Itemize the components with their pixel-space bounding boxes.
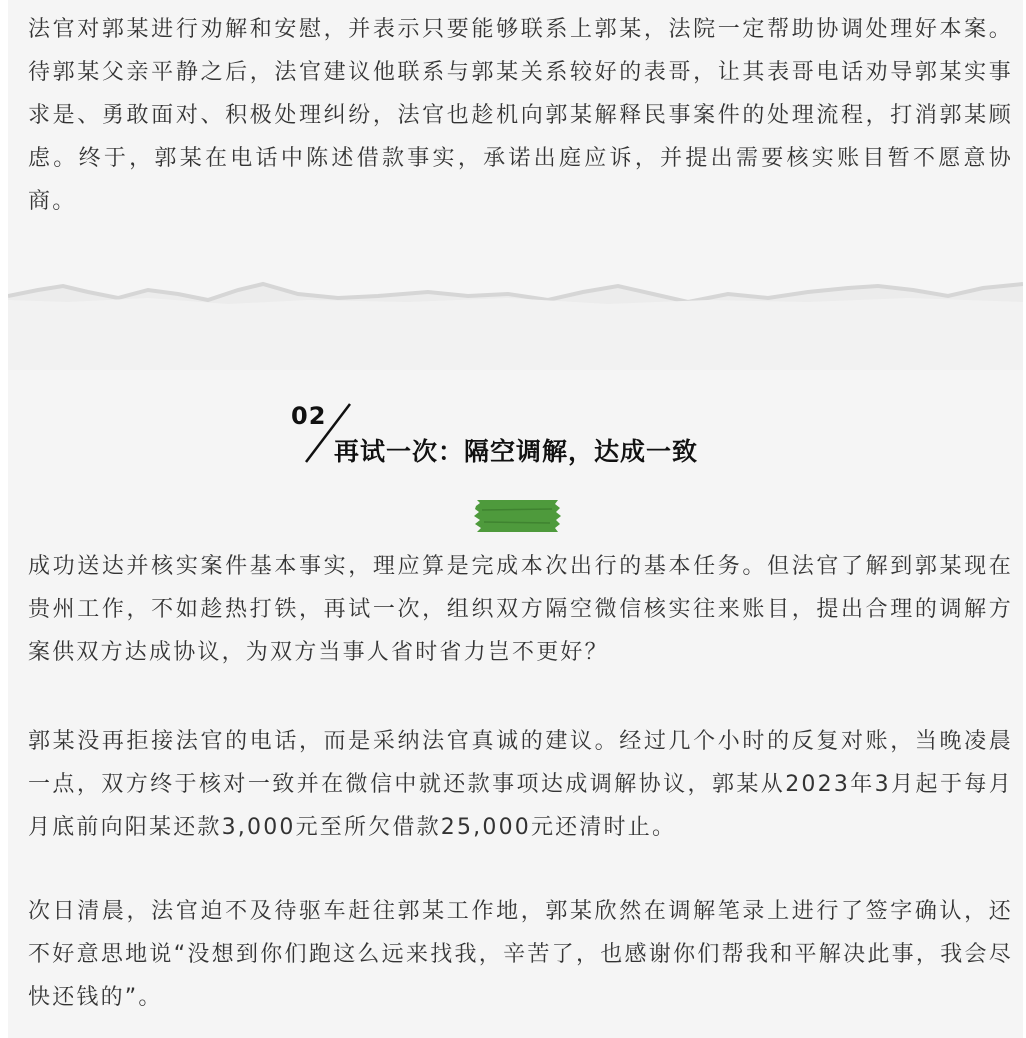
section-heading	[286, 400, 746, 470]
paragraph-signing-confirmation: 次日清晨，法官迫不及待驱车赶往郭某工作地，郭某欣然在调解笔录上进行了签字确认，还不好意思地说“没想到你们跑这么远来找我，辛苦了，也感谢你们帮我和平解决此事，我会尽快还钱的”。	[28, 899, 1013, 1010]
mountain-lower-band	[8, 298, 1023, 370]
paragraph-try-again: 成功送达并核实案件基本事实，理应算是完成本次出行的基本任务。但法官了解到郭某现在贵州工作，不如趁热打铁，再试一次，组织双方隔空微信核实往来账目，提出合理的调解方案供双方达成协议，为双方当事人省时省力岂不更好？	[28, 554, 1013, 665]
paragraph-wechat-reconciliation: 郭某没再拒接法官的电话，而是采纳法官真诚的建议。经过几个小时的反复对账，当晚凌晨一点，双方终于核对一致并在微信中就还款事项达成调解协议，郭某从2023年3月起于每月月底前向阳某还款3,000元至所欠借款25,000元还清时止。	[28, 729, 1013, 840]
paragraph-mediation-intro: 法官对郭某进行劝解和安慰，并表示只要能够联系上郭某，法院一定帮助协调处理好本案。待郭某父亲平静之后，法官建议他联系与郭某关系较好的表哥，让其表哥电话劝导郭某实事求是、勇敢面对、积极处理纠纷，法官也趁机向郭某解释民事案件的处理流程，打消郭某顾虑。终于，郭某在电话中陈述借款事实，承诺出庭应诉，并提出需要核实账目暂不愿意协商。	[28, 17, 1013, 214]
green-tape-icon	[472, 500, 562, 532]
section-number: 02	[291, 402, 327, 430]
mountain-divider-decoration	[8, 280, 1023, 370]
section-title: 再试一次：隔空调解，达成一致	[334, 437, 699, 466]
